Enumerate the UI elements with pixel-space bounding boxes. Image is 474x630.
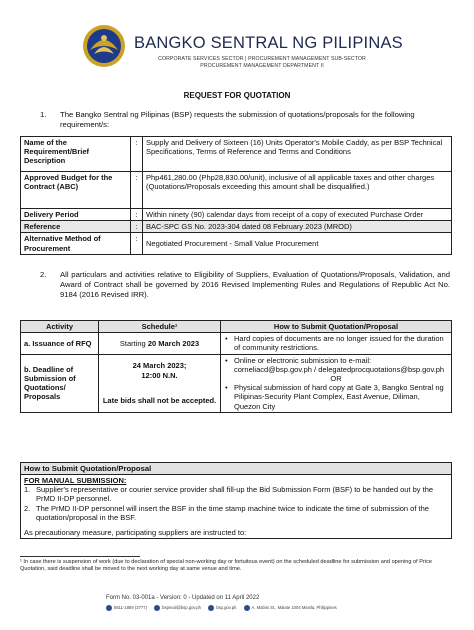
column-header-how-to-submit: How to Submit Quotation/Proposal <box>221 321 452 333</box>
row-value: BAC-SPC GS No. 2023-304 dated 08 February 2023 (MROD) <box>143 221 452 233</box>
table-row <box>21 333 452 354</box>
form-number: Form No. 03-001a - Version: 0 - Updated on 11 April 2022 <box>106 595 260 601</box>
colon: : <box>131 172 143 209</box>
table-header-row <box>21 321 452 333</box>
brand-subtitle-line2: PROCUREMENT MANAGEMENT DEPARTMENT II <box>200 63 324 69</box>
letterhead <box>0 0 474 80</box>
row-label: Reference <box>21 221 131 233</box>
footnote-divider <box>20 556 140 557</box>
column-header-activity: Activity <box>21 321 99 333</box>
location-icon <box>244 605 250 611</box>
paragraph-text: The Bangko Sentral ng Pilipinas (BSP) requests the submission of quotations/proposals for the following requirement/s: <box>60 110 415 129</box>
schedule-deadline <box>99 354 221 412</box>
document-title: REQUEST FOR QUOTATION <box>183 91 291 100</box>
deadline-date: 24 March 2023; <box>132 361 187 371</box>
paragraph-2 <box>40 270 450 300</box>
row-value: Php461,280.00 (Php28,830.00/unit), inclusive of all applicable taxes and other charges (Quotations/Proposals exceeding this amount shall be disqualified.) <box>143 172 452 209</box>
paragraph-1 <box>40 110 450 130</box>
row-label: Alternative Method of Procurement <box>21 233 131 254</box>
contact-phone: 8811-1859 (3777) <box>114 605 147 611</box>
deadline-time: 12:00 N.N. <box>141 370 178 380</box>
activity-deadline: b. Deadline of Submission of Quotations/ Proposals <box>21 354 99 412</box>
paragraph-number: 2. <box>40 270 47 279</box>
column-header-schedule: Schedule¹ <box>99 321 221 333</box>
how-deadline <box>221 354 452 412</box>
colon: : <box>131 233 143 254</box>
table-row <box>21 137 452 172</box>
colon: : <box>131 209 143 221</box>
table-row <box>21 233 452 254</box>
bsp-seal-logo <box>82 24 126 68</box>
list-item <box>24 504 448 522</box>
submission-instructions-box <box>20 462 452 539</box>
row-value: Negotiated Procurement - Small Value Procurement <box>143 233 452 254</box>
list-text: The PrMD II-DP personnel will insert the BSF in the time stamp machine twice to indicate the time of submission of the quotation/proposal in the BSF. <box>36 503 429 522</box>
list-number: 2. <box>24 503 31 513</box>
row-value: Within ninety (90) calendar days from receipt of a copy of executed Purchase Order <box>143 209 452 221</box>
precaution-text: As precautionary measure, participating suppliers are instructed to: <box>24 528 247 538</box>
colon: : <box>131 221 143 233</box>
schedule-prefix: Starting <box>119 338 146 348</box>
how-issuance <box>221 333 452 354</box>
requirements-table <box>20 136 452 255</box>
brand-subtitle <box>132 56 392 70</box>
brand-name: BANGKO SENTRAL NG PILIPINAS <box>134 34 403 52</box>
table-row <box>21 354 452 412</box>
globe-icon <box>208 605 214 611</box>
contact-address: A. Mabini St., Malate 1004 Manila, Philippines <box>251 605 337 611</box>
late-bids-note: Late bids shall not be accepted. <box>102 395 217 405</box>
table-row <box>21 172 452 209</box>
phone-icon <box>106 605 112 611</box>
row-label: Approved Budget for the Contract (ABC) <box>21 172 131 209</box>
contact-website: bsp.gov.ph <box>216 605 237 611</box>
paragraph-number: 1. <box>40 110 47 119</box>
row-label: Name of the Requirement/Brief Description <box>21 137 131 172</box>
schedule-date: 20 March 2023 <box>147 338 200 348</box>
row-label: Delivery Period <box>21 209 131 221</box>
brand-subtitle-line1: CORPORATE SERVICES SECTOR | PROCUREMENT MANAGEMENT SUB-SECTOR <box>158 56 366 62</box>
schedule-issuance <box>99 333 221 354</box>
contact-email: bspmail@bsp.gov.ph <box>162 605 202 611</box>
activity-issuance: a. Issuance of RFQ <box>21 333 99 354</box>
colon: : <box>131 137 143 172</box>
table-row <box>21 209 452 221</box>
manual-submission-heading: FOR MANUAL SUBMISSION: <box>24 476 127 485</box>
row-value: Supply and Delivery of Sixteen (16) Units Operator's Mobile Caddy, as per BSP Technical Specifications, Terms of Reference and Terms and Conditions <box>143 137 452 172</box>
box-body <box>21 475 451 538</box>
schedule-table <box>20 320 452 413</box>
list-item <box>24 485 448 503</box>
bullet-item-physical: • Physical submission of hard copy at Gate 3, Bangko Sentral ng Pilipinas-Security Plant Complex, East Avenue, Diliman, Quezon City <box>224 383 448 411</box>
contact-footer <box>100 605 430 611</box>
footnote: ¹ In case there is suspension of work (due to declaration of special non-working day or fortuitous event) on the scheduled deadline for submission and opening of Price Quotation, said deadline shall be moved to the next working day at same venue and time. <box>20 559 433 573</box>
bullet-item: • Hard copies of documents are no longer issued for the duration of community restrictions. <box>224 334 448 352</box>
table-row <box>21 221 452 233</box>
list-number: 1. <box>24 485 31 495</box>
email-icon <box>154 605 160 611</box>
paragraph-text: All particulars and activities relative to Eligibility of Suppliers, Evaluation of Quotations/Proposals, Validation, and Award of Contract shall be governed by 2016 Revised Implementing Rules and Regulations of Republic Act No. 9184 (2016 Revised IRR). <box>60 270 450 299</box>
or-separator: OR <box>330 374 342 384</box>
list-text: Supplier's representative or courier service provider shall fill-up the Bid Submission Form (BSF) to be handed out by the PrMD II-DP personnel. <box>36 485 434 504</box>
bullet-item-email: • Online or electronic submission to e-mail: corneliacd@bsp.gov.ph / delegatedprocquotations@bsp.gov.ph <box>224 356 448 374</box>
box-header: How to Submit Quotation/Proposal <box>21 463 451 475</box>
